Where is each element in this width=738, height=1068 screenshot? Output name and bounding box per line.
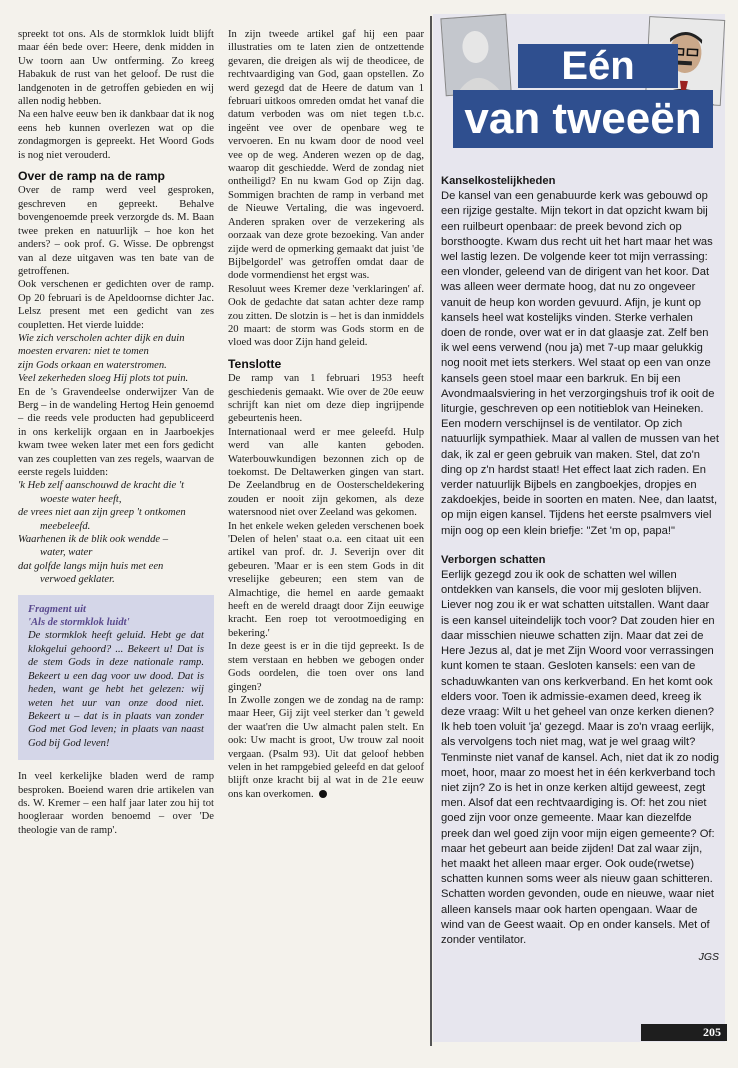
fragment-body: De stormklok heeft geluid. Hebt ge dat klokgelui gehoord? ... Bekeert u! Dat is de stem Gods in deze nationale ramp. Bekeert u een dag voor uw dood. Dat is heden, want ge hebt het gelezen: wij weten het uur van onze dood niet. Bekeert u – dat is in plaats van zonder God met God leven; in plaats van naast God bij God leven!: [28, 630, 204, 749]
paragraph: In het enkele weken geleden verschenen boek 'Delen of helen' staat o.a. een citaat uit een artikel van prof. dr. J. Severijn over dit gebeuren. 'Maar er is een stem Gods in dit vreselijke gebeuren; een stem van de Almachtige, die hemel en aarde gemaakt heeft en de wereld draagt door Zijn eeuwige kracht. Een roep tot verootmoediging en bekering.': [228, 520, 424, 639]
poem-line: water, water: [40, 547, 93, 559]
column-divider: [430, 16, 432, 1046]
column-sidebar: [433, 14, 725, 1042]
poem-line: dat golfde langs mijn huis met een: [18, 560, 164, 572]
title-line-2: van tweeën: [453, 90, 713, 148]
paragraph: Over de ramp werd veel gesproken, geschreven en gepreekt. Behalve bovengenoemde preek verzorgde ds. M. Baan twee preken en natuurlijk – hoe kon het anders? – ook prof. G. Wisse. De opbrengst van al deze uitgaven was ten bate van de getroffenen.: [18, 185, 214, 277]
fragment-heading: Fragment uit: [28, 603, 86, 615]
paragraph: spreekt tot ons. Als de stormklok luidt blijft maar één bede over: Heere, denk midden in Uw toorn aan Uw ontferming. Zo kreeg Habakuk de rust van het geloof. De rust die landgenoten in de getroffen gebieden en wij allen nodig hebben.: [18, 29, 214, 108]
column-left: [18, 28, 214, 837]
paragraph: In zijn tweede artikel gaf hij een paar illustraties om te laten zien de ontzettende gevaren, die dreigen als wij de theodicee, de rechtvaardiging van God, gaan opstellen. Zo werd gezegd dat de Heere de datum van 1 februari uitkoos omreden omdat het vanaf die datum verboden was om niet tegen t.b.c. ingeënt vee over de openbare weg te vervoeren. En nu kwam door de nood veel vee op de weg. Anderen wezen op de dag, waarop dit geschiedde. Werd de zondag niet ontheiligd? En nu kwam God op Zijn dag. Sommigen brachten de ramp in verband met de Nieuwe Vertaling, die was ingevoerd. Anderen spraken over de verzekering als oorzaak van deze grote bezoeking. Van ander zijde werd de opmerking gemaakt dat juist 'de Bijbelgordel' was getroffen omdat daar de dode vormendienst het ergst was.: [228, 29, 424, 282]
poem-line: zijn Gods orkaan en waterstromen.: [18, 359, 167, 371]
paragraph: De ramp van 1 februari 1953 heeft geschiedenis gemaakt. Wie over de 20e eeuw schrijft kan niet om deze diep ingrijpende gebeurtenis heen.: [228, 373, 424, 425]
paragraph: De kansel van een genabuurde kerk was gebouwd op een rijzige gestalte. Mijn tekort in dat opzicht kwam bij een ruilbeurt openbaar: de preek bevond zich op borsthoogte. Kwam dus recht uit het hart maar het was wel lastig lezen. De volgende keer tot mijn verrassing: een vlonder, geleend van de dirigent van het koor. Dat was alleen weer dermate hoog, dat nu zo ongeveer vanuit de heup kon worden gevuurd. Afijn, je kunt op kansels heel wat kostelijks vinden. Sterke verhalen doen de ronde, over wat er in dat glaasje zat. Zelf ben ik wel eens verwend (nou ja) met 7-up maar gelukkig nog nooit met iets sterkers. Wel staat op een van onze kansels geen stoel maar een barkruk. En bij een Avondmaalsviering in het verzorgingshuis trof ik ooit de liturgie, geschreven op een notitieblok van Heineken. Een modern verschijnsel is de ventilator. Op zich natuurlijk sympathiek. Maar al vallen de mussen van het dak, ik zal er geen gebruik van maken. Stel, dat zo'n ding op z'n hardst staat! Het effect laat zich raden. En verder natuurlijk Bijbels en zangboekjes, dropjes en zakdoekjes, beide in soorten en maten. Nee, dan laatst, op mijn eigen kansel. Tijdens het eerste psalmvers viel mijn oog op een klein briefje: "Zet 'm op, papa!": [441, 190, 719, 537]
poem-line: Wie zich verscholen achter dijk en duin: [18, 332, 185, 344]
poem-line: Waarhenen ik de blik ook wendde –: [18, 534, 169, 546]
poem-line: meebeleefd.: [40, 520, 91, 532]
paragraph: [228, 694, 424, 801]
section-heading: Kanselkostelijkheden: [441, 175, 556, 187]
poem-line: 'k Heb zelf aanschouwd de kracht die 't: [18, 480, 185, 492]
author-signature: JGS: [698, 951, 719, 964]
sidebar-text: [441, 174, 719, 965]
poem-line: de vrees niet aan zijn greep 't ontkomen: [18, 507, 186, 519]
section-heading: Over de ramp na de ramp: [18, 169, 165, 184]
paragraph: Eerlijk gezegd zou ik ook de schatten wel willen ontdekken van kansels, die voor mij gesloten blijven. Liever nog zou ik er wat schatten uitstallen. Want daar is een kansel uiteindelijk toch voor? Dat zouden hier en daar misschien nieuwe schatten zijn. Maar dat zei de Here Jezus al, dat je met Zijn Woord voor verrassingen kunt komen te staan. Gesloten kansels: een van de schaduwkanten van ons kerkverband. En het komt ook elders voor. Toen ik admissie-examen deed, kreeg ik deze vraag: Wilt u het geheel van onze kerken dienen? Ik heb toen voluit 'ja' gezegd. Maar is zo'n vraag eerlijk, als vervolgens toch niet mag, wat je wel graag wilt? Tenminste niet vanaf de kansel. Ach, niet dat ik zo nodig moet, hoor, maar zo moest het in één kerkverband toch niet zijn? Zo is het in onze kerken altijd geweest, zegt men. Alsof dat een rechtvaardiging is. Of: het zou niet goed zijn voor onze gemeente. Maar kan diezelfde preek dan wel goed zijn voor mijn eigen gemeente? Of: maar het gebeurt aan beide zijden! Dat zal waar zijn, het maakt het alleen maar erger. Ook oude(rwetse) schatten kunnen soms weer als nieuw gaan schitteren. Schatten worden gevonden, oude en nieuwe, waar niet alleen kansels maar ook harten opengaan. Waar de wind van de Geest waait. Op en onder kansels. Met of zonder ventilator.: [441, 569, 719, 946]
column-middle: [228, 28, 424, 801]
poem-line: woeste water heeft,: [40, 493, 122, 505]
paragraph: Internationaal werd er mee geleefd. Hulp werd van alle kanten geboden. Waterbouwkundigen bezonnen zich op de toekomst. De Deltawerken gingen van start. De Zeelandbrug en de Oosterscheldekering zouden er nooit zijn gekomen, als deze watersnood niet over Zeeland was gekomen.: [228, 426, 424, 519]
fragment-box: [18, 595, 214, 760]
paragraph-text: In Zwolle zongen we de zondag na de ramp: maar Heer, Gij zijt veel sterker dan 't geweld der waat'ren die Uw almacht palen stelt. En ook: Uw macht is groot, Uw trouw zal nooit vergaan. (Psalm 93). Uit dat geloof hebben velen in het rampgebied geleefd en dat geloof blijft onze kracht bij al wat in de 21e eeuw ons kan overkomen.: [228, 694, 424, 800]
title-line-1: Eén: [518, 44, 678, 88]
author-photo-left: [440, 14, 511, 96]
paragraph: En de 's Gravendeelse onderwijzer Van de Berg – in de wandeling Hertog Hein genoemd – die reeds vele producten had gepubliceerd in ons kerkelijk orgaan en in Jaarboekjes kwam twee weken later met een fors gedicht van zes coupletten van zes regels, waarvan de eerste regels luidden:: [18, 386, 214, 478]
poem-line: moesten ervaren: niet te tomen: [18, 346, 149, 358]
paragraph: Na een halve eeuw ben ik dankbaar dat ik nog eens heb kunnen overlezen wat op die zondagmorgen is gepreekt. Het Woord Gods is nog niet verouderd.: [18, 109, 214, 161]
poem-lelsz: [18, 332, 214, 386]
portrait-icon: [441, 15, 510, 95]
paragraph: Ook verschenen er gedichten over de ramp. Op 20 februari is de Apeldoornse dichter Jac. Lelsz present met een gedicht van zes coupletten. Het vierde luidde:: [18, 279, 214, 331]
spacer: [441, 539, 719, 553]
fragment-subheading: 'Als de stormklok luidt': [28, 617, 130, 629]
poem-line: verwoed geklater.: [40, 574, 115, 586]
paragraph: In veel kerkelijke bladen werd de ramp besproken. Boeiend waren drie artikelen van ds. W. Kremer – een half jaar later zou hij tot hoogleraar worden benoemd – over 'De theologie van de ramp'.: [18, 771, 214, 836]
poem-van-de-berg: [18, 479, 214, 586]
section-heading: Verborgen schatten: [441, 553, 546, 566]
paragraph: In deze geest is er in die tijd gepreekt. Is de stem verstaan en hebben we gebogen onder Gods oordelen, die toen over ons land gingen?: [228, 641, 424, 693]
section-heading: Tenslotte: [228, 356, 282, 371]
paragraph: Resoluut wees Kremer deze 'verklaringen' af. Ook de gedachte dat satan achter deze ramp zou zitten. De slotzin is – het is dan inmiddels 20 maart: de storm was Gods storm en de vloed was door Zijn hand geleid.: [228, 283, 424, 349]
page-number: 205: [641, 1024, 727, 1041]
end-bullet-icon: [319, 790, 327, 798]
poem-line: Veel zekerheden sloeg Hij plots tot puin.: [18, 373, 189, 385]
